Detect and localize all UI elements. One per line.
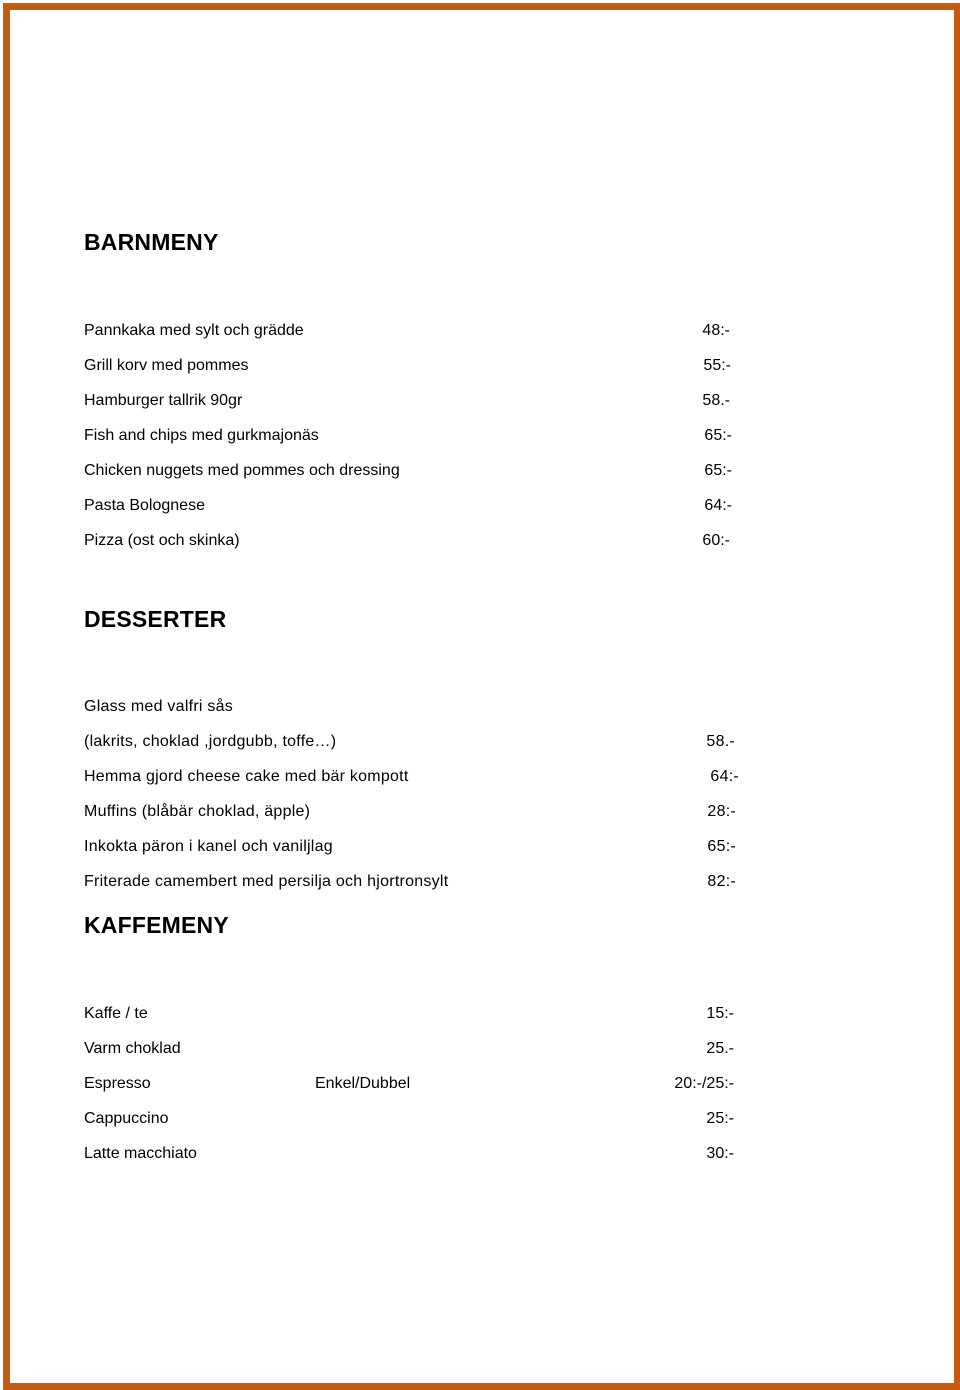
item-price: 20:-/25:- [674, 1075, 734, 1092]
item-name: Kaffe / te [84, 1005, 148, 1022]
item-name: Inkokta päron i kanel och vaniljlag [84, 838, 333, 855]
item-price: 64:- [704, 497, 732, 514]
item-name: Cappuccino [84, 1110, 169, 1127]
item-name: Pannkaka med sylt och grädde [84, 322, 304, 339]
section-title-barnmeny: BARNMENY [84, 229, 219, 255]
item-price: 25.- [706, 1040, 734, 1057]
section-title-desserter: DESSERTER [84, 606, 227, 632]
item-price: 65:- [707, 838, 736, 855]
item-price: 65:- [704, 462, 732, 479]
item-price: 82:- [707, 873, 736, 890]
item-price: 58.- [706, 733, 735, 750]
item-name: Hemma gjord cheese cake med bär kompott [84, 768, 409, 785]
item-name: Varm choklad [84, 1040, 181, 1057]
item-name: Glass med valfri sås [84, 698, 234, 715]
item-name: Pasta Bolognese [84, 497, 205, 514]
item-name: (lakrits, choklad ,jordgubb, toffe…) [84, 733, 337, 750]
item-price: 25:- [706, 1110, 734, 1127]
item-price: 60:- [702, 532, 730, 549]
item-price: 48:- [702, 322, 730, 339]
item-price: 58.- [702, 392, 730, 409]
item-name: Friterade camembert med persilja och hjortronsylt [84, 873, 449, 890]
item-variant: Enkel/Dubbel [315, 1075, 411, 1092]
item-price: 65:- [704, 427, 732, 444]
item-price: 28:- [707, 803, 736, 820]
item-name: Latte macchiato [84, 1145, 197, 1162]
item-name: Muffins (blåbär choklad, äpple) [84, 803, 311, 820]
section-title-kaffemeny: KAFFEMENY [84, 912, 229, 938]
item-name: Espresso [84, 1075, 151, 1092]
item-price: 55:- [703, 357, 731, 374]
item-name: Pizza (ost och skinka) [84, 532, 240, 549]
item-name: Fish and chips med gurkmajonäs [84, 427, 319, 444]
item-name: Grill korv med pommes [84, 357, 249, 374]
item-name: Chicken nuggets med pommes och dressing [84, 462, 400, 479]
item-price: 15:- [706, 1005, 734, 1022]
item-price: 64:- [710, 768, 739, 785]
item-price: 30:- [706, 1145, 734, 1162]
item-name: Hamburger tallrik 90gr [84, 392, 243, 409]
